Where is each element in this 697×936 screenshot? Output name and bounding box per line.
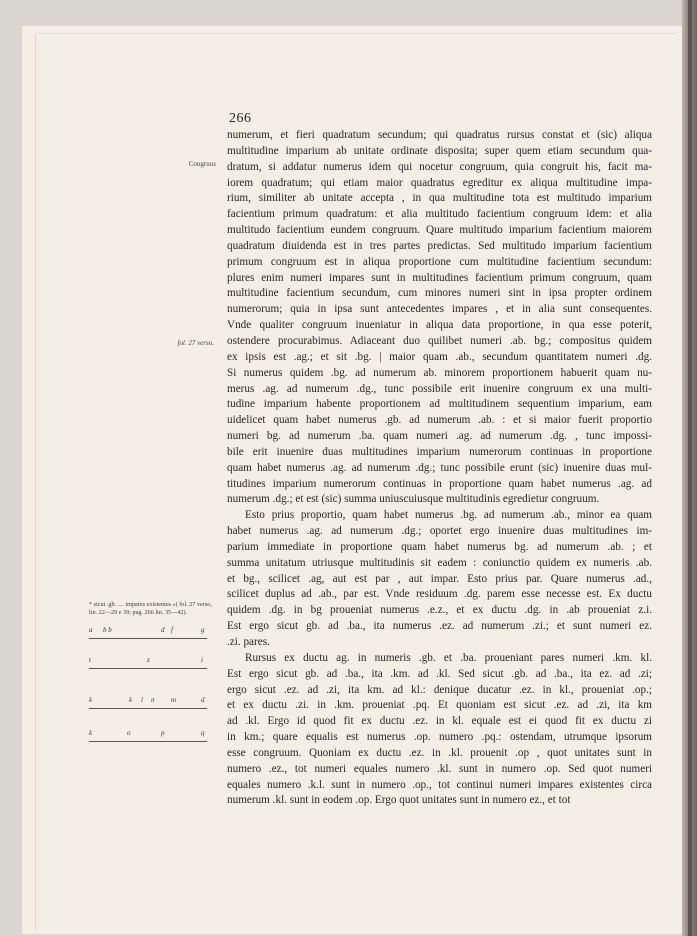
gutter-shadow [688, 0, 692, 936]
text-line: numerum, et fieri quadratum secundum; qui quadratus rursus constat et (sic) aliqua [227, 129, 652, 141]
main-text [227, 128, 652, 809]
text-line: in km.; quare equalis est numerus .op. numero .pq.: ostendam, utrumque ipsorum [227, 731, 652, 744]
segment-label: z [147, 656, 150, 664]
segment-label: f [171, 626, 173, 634]
text-line: Est ergo sicut gb. ad .ba., ita numerus .ez. ad numerum .zi.; et sunt numeri ez. [227, 620, 652, 633]
segment-label: k [89, 729, 93, 737]
text-line: multitudine imparium ab unitate ordinate disposita; super quem etiam secundum qua- [227, 144, 652, 157]
text-line: Si numerus quidem .bg. ad numerum ab. minorem proportionem habuerit quam nu- [227, 366, 652, 379]
text-line: merus .ag. ad numerum .dg., tunc possibile erit inuenire congruum ex una multi- [227, 382, 652, 395]
text-line: quam habet numerus .ag. ad numerum .dg.; tunc possibile erunt (sic) inuenire duas mul- [227, 461, 652, 474]
text-line: Esto prius proportio, quam habet numerus .bg. ad numerum .ab., minor ea quam [245, 509, 652, 522]
text-line: esse congruum. Quoniam ex ductu .ez. in .kl. prouenit .op , quot unitates sunt in [227, 746, 652, 759]
text-line: Est ergo sicut gb. ad .ba., ita .km. ad .kl. Sed sicut .gb. ad .ba., ita ez. ad .zi; [227, 667, 652, 680]
text-line: titudines imparium numerorum continuas in proportione quam habet numerus .ag. ad [227, 477, 652, 490]
text-line: uidelicet quam habet numerus .gb. ad numerum .ab. : et si maior fuerit proportio [227, 414, 652, 427]
margin-note-folio: fol. 27 verso. [177, 339, 214, 347]
text-line: et ex ductu .zi. in .km. proueniat .pq. Et quoniam est sicut .ez. ad .zi, ita km [227, 699, 652, 712]
text-line: facientium primum quadratum: et alia multitudo facientium congruum idem: et alia [227, 208, 652, 221]
text-line: .zi. pares. [227, 636, 270, 648]
text-line: et bg., scilicet .ag, aut est par , aut impar. Esto prius par. Quare numerus .ad., [227, 572, 652, 585]
text-line: multitudo facientium eundem congruum. Quare multitudo imparium facientium maiorem [227, 224, 652, 237]
text-line: dratum, si addatur numerus idem qui nocetur congruum, quia congruit his, facit ma- [227, 160, 652, 173]
text-line: primum congruum est in aliqua proportione cum multitudine facientium secundum: [227, 255, 652, 268]
text-line: plures enim numeri impares sunt in multitudines facientium primum congruum, quam [227, 271, 652, 284]
footnote: * sicut .gb. .... impares existentes »( fol. 27 verso, lin. 22—29 e 39; pag. 266 lin. 35—42). [89, 601, 212, 616]
text-line: ex ipsis est .ag.; et sit .bg. | maior quam .ab., secundum quantitatem numeri .dg. [227, 350, 652, 363]
text-line: rium, similiter ab unitate accepta , in qua multitudine tota est multitudo imparium [227, 192, 652, 205]
segment-diagram [89, 627, 207, 639]
text-line: numeri bg. ad numerum .ba. quam numeri .ag. ad numerum .dg. , tunc impossi- [227, 430, 652, 443]
segment-label: l [141, 696, 143, 704]
text-line: Vnde qualiter congruum inueniatur in aliqua data proportione, in qua esse poterit, [227, 319, 652, 332]
segment-label: a [89, 626, 93, 634]
text-line: numerum .kl. sunt in eodem .op. Ergo quot unitates sunt in numero ez., et tot [227, 794, 571, 807]
segment-line [89, 741, 207, 742]
text-line: parium immediate in proportione quam habet numerus bg. ad numerum .ab. ; et [227, 540, 652, 553]
text-line: habet numerus .ag. ad numerum .dg.; oportet ergo inuenire duas multitudines im- [227, 525, 652, 538]
margin-note-congruus: Congruus [188, 160, 216, 168]
text-line: scilicet duplus ad .ab., par est. Vnde residuum .dg. parem esse necesse est. Ex ductu [227, 588, 652, 601]
text-line: Rursus ex ductu ag. in numeris .gb. et .ba. proueniant pares numeri .km. kl. [245, 651, 652, 664]
text-line: ostendere procurabimus. Adiaceant duo quilibet numeri .ab. bg.; compositus quidem [227, 334, 652, 347]
segment-line [89, 708, 207, 709]
text-line: numero .ez., tot numeri equales numero .kl. sunt in numero .op. Sed quot numeri [227, 762, 652, 775]
segment-label: t [89, 656, 91, 664]
segment-label: m [171, 696, 177, 704]
segment-label: n [151, 696, 155, 704]
text-line: bile erit inuenire duas multitudines imparium numerorum continuas in proportione [227, 445, 652, 458]
segment-diagram [89, 730, 207, 742]
text-line: tudine imparium habente proportionem ad multitudinem sequentium imparium, eam [227, 398, 652, 411]
text-line: equales numero .k.l. sunt in numero .op., tot continui numeri impares existentes circa [227, 778, 652, 791]
text-line: multitudine facientium secundum, cum minores numeri sint in ipsa propter ordinem [227, 287, 652, 300]
segment-line [89, 668, 207, 669]
text-line: ergo sicut .ez. ad .zi, ita km. ad kl.: denique ducatur .ez. in kl., proueniat .op.; [227, 683, 652, 696]
page-number: 266 [229, 111, 252, 126]
segment-label: k [89, 696, 93, 704]
text-line: numerum .dg.; et est (sic) summa uniuscuiusque multitudinis egredietur congruum. [227, 493, 600, 506]
text-line: ad .kl. Ergo id quod fit ex ductu .ez. in kl. equale est ei quod fit ex ductu zi [227, 715, 652, 728]
segment-label: g [201, 626, 205, 634]
text-line: summa unitatum utriusque multitudinis sit eadem : coniunctio quidem ex numeris .ab. [227, 556, 652, 569]
text-line: iorem quadratum; qui etiam maior quadratus egreditur ex aliqua multitudine impa- [227, 176, 652, 189]
segment-line [89, 638, 207, 639]
segment-label: q [201, 729, 205, 737]
segment-label: k [129, 696, 133, 704]
segment-diagram [89, 697, 207, 709]
text-line: quadratum diuidenda est in tres partes predictas. Sed multitudo imparium facientium [227, 239, 652, 252]
segment-label: d [161, 626, 165, 634]
text-line: numerorum; quia in ipsa sunt antecedentes impares , et in alia sunt consequentes. [227, 303, 652, 316]
segment-label: p [161, 729, 165, 737]
text-line: quidem .dg. in bg proueniat numerus .e.z., et ex ductu .dg. in .ab proueniat z.i. [227, 604, 652, 617]
segment-label: o [127, 729, 131, 737]
segment-label: d [201, 696, 205, 704]
segment-label: b b [103, 626, 112, 634]
segment-diagram [89, 657, 207, 669]
segment-label: i [201, 656, 203, 664]
